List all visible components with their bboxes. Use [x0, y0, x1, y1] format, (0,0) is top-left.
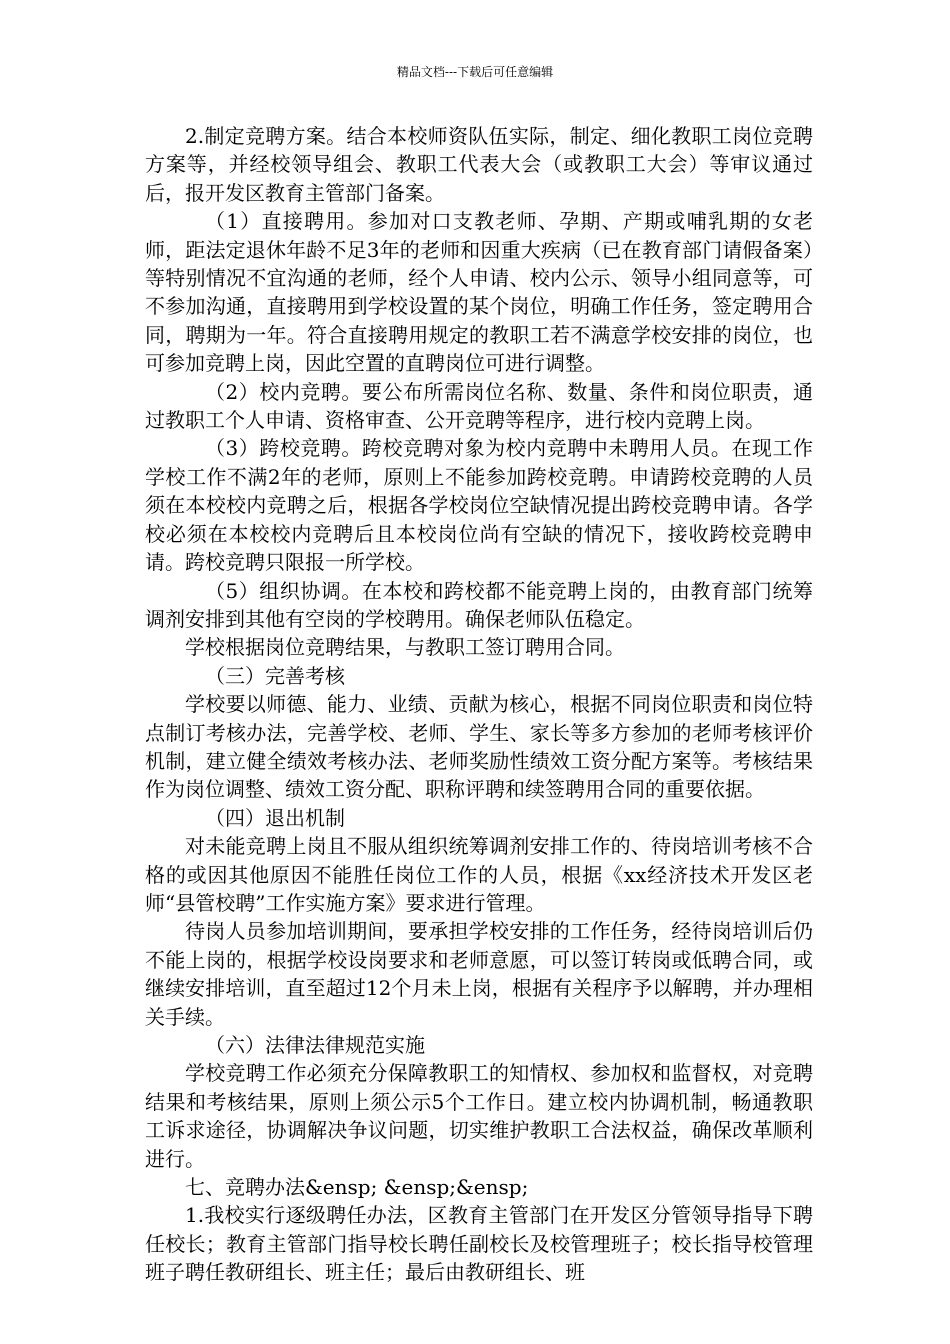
document-body [145, 122, 813, 1287]
section-heading: （三）完善考核 [205, 663, 345, 688]
section-heading: （六）法律法律规范实施 [205, 1033, 425, 1057]
paragraph: 学校要以师德、能力、业绩、贡献为核心，根据不同岗位职责和岗位特点制订考核办法，完善学校、老师、学生、家长等多方参加的老师考核评价机制，建立健全绩效考核办法、老师奖励性绩效工资分配方案等。考核结果作为岗位调整、绩效工资分配、职称评聘和续签聘用合同的重要依据。 [145, 692, 813, 802]
section-heading: 七、竞聘办法&ensp; &ensp;&ensp; [185, 1175, 529, 1200]
page-header: 精品文档---下载后可任意编辑 [396, 65, 554, 79]
paragraph: （1）直接聘用。参加对口支教老师、孕期、产期或哺乳期的女老师，距法定退休年龄不足3年的老师和因重大疾病（已在教育部门请假备案）等特别情况不宜沟通的老师，经个人申请、校内公示、领导小组同意等，可不参加沟通，直接聘用到学校设置的某个岗位，明确工作任务，签定聘用合同，聘期为一年。符合直接聘用规定的教职工若不满意学校安排的岗位，也可参加竞聘上岗，因此空置的直聘岗位可进行调整。 [145, 209, 813, 376]
paragraph: 对未能竞聘上岗且不服从组织统筹调剂安排工作的、待岗培训考核不合格的或因其他原因不能胜任岗位工作的人员，根据《xx经济技术开发区老师“县管校聘”工作实施方案》要求进行管理。 [145, 834, 813, 915]
paragraph: （5）组织协调。在本校和跨校都不能竞聘上岗的，由教育部门统筹调剂安排到其他有空岗的学校聘用。确保老师队伍稳定。 [145, 578, 813, 631]
paragraph: （2）校内竞聘。要公布所需岗位名称、数量、条件和岗位职责，通过教职工个人申请、资格审查、公开竞聘等程序，进行校内竞聘上岗。 [145, 379, 813, 433]
paragraph: 2.制定竞聘方案。结合本校师资队伍实际，制定、细化教职工岗位竞聘方案等，并经校领导组会、教职工代表大会（或教职工大会）等审议通过后，报开发区教育主管部门备案。 [145, 124, 813, 205]
paragraph: 待岗人员参加培训期间，要承担学校安排的工作任务，经待岗培训后仍不能上岗的，根据学校设岗要求和老师意愿，可以签订转岗或低聘合同，或继续安排培训，直至超过12个月未上岗，根据有关程序予以解聘，并办理相关手续。 [145, 919, 813, 1029]
paragraph: （3）跨校竞聘。跨校竞聘对象为校内竞聘中未聘用人员。在现工作学校工作不满2年的老师，原则上不能参加跨校竞聘。申请跨校竞聘的人员须在本校校内竞聘之后，根据各学校岗位空缺情况提出跨校竞聘申请。各学校必须在本校校内竞聘后且本校岗位尚有空缺的情况下，接收跨校竞聘申请。跨校竞聘只限报一所学校。 [145, 436, 813, 575]
paragraph: 学校竞聘工作必须充分保障教职工的知情权、参加权和监督权，对竞聘结果和考核结果，原则上须公示5个工作日。建立校内协调机制，畅通教职工诉求途径，协调解决争议问题，切实维护教职工合法权益，确保改革顺利进行。 [145, 1061, 813, 1171]
section-heading: （四）退出机制 [205, 805, 345, 830]
paragraph: 学校根据岗位竞聘结果，与教职工签订聘用合同。 [185, 635, 625, 660]
paragraph: 1.我校实行逐级聘任办法，区教育主管部门在开发区分管领导指导下聘任校长；教育主管部门指导校长聘任副校长及校管理班子；校长指导校管理班子聘任教研组长、班主任；最后由教研组长、班 [145, 1203, 813, 1285]
